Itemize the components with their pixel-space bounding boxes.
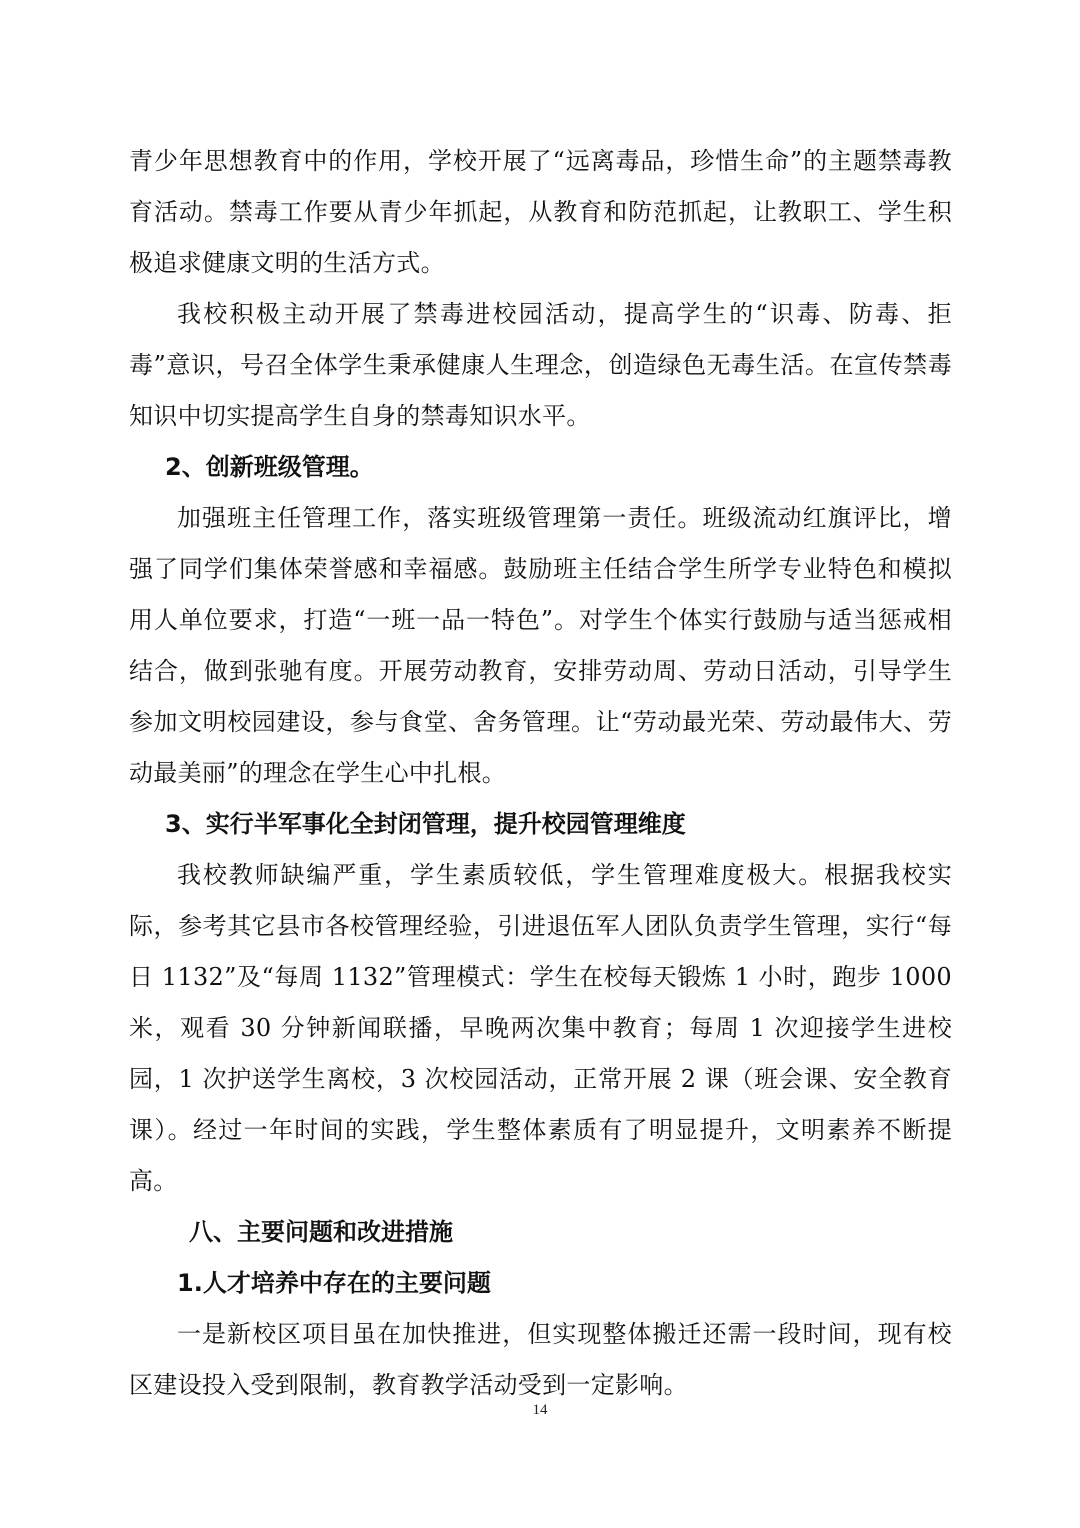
paragraph-anti-drug-campus: 我校积极主动开展了禁毒进校园活动，提高学生的“识毒、防毒、拒毒”意识，号召全体学生秉承健康人生理念，创造绿色无毒生活。在宣传禁毒知识中切实提高学生自身的禁毒知识水平。	[129, 300, 952, 430]
heading-class-management: 2、创新班级管理。	[165, 453, 374, 481]
page-number: 14	[532, 1402, 548, 1418]
heading-talent-training-problems: 1.人才培养中存在的主要问题	[177, 1269, 491, 1297]
paragraph-new-campus: 一是新校区项目虽在加快推进，但实现整体搬迁还需一段时间，现有校区建设投入受到限制，教育教学活动受到一定影响。	[129, 1320, 952, 1399]
paragraph-semi-military-management: 我校教师缺编严重，学生素质较低，学生管理难度极大。根据我校实际，参考其它县市各校管理经验，引进退伍军人团队负责学生管理，实行“每日 1132”及“每周 1132”管理模式：学生在校每天锻炼 1 小时，跑步 1000 米，观看 30 分钟新闻联播，早晚两次集中教育；每周 1 次迎接学生进校园，1 次护送学生离校，3 次校园活动，正常开展 2 课（班会课、安全教育课）。经过一年时间的实践，学生整体素质有了明显提升，文明素养不断提高。	[129, 861, 952, 1195]
paragraph-drug-education-continued: 青少年思想教育中的作用，学校开展了“远离毒品，珍惜生命”的主题禁毒教育活动。禁毒工作要从青少年抓起，从教育和防范抓起，让教职工、学生积极追求健康文明的生活方式。	[129, 147, 952, 277]
heading-problems-and-measures: 八、主要问题和改进措施	[189, 1218, 453, 1246]
paragraph-class-management: 加强班主任管理工作，落实班级管理第一责任。班级流动红旗评比，增强了同学们集体荣誉感和幸福感。鼓励班主任结合学生所学专业特色和模拟用人单位要求，打造“一班一品一特色”。对学生个体实行鼓励与适当惩戒相结合，做到张驰有度。开展劳动教育，安排劳动周、劳动日活动，引导学生参加文明校园建设，参与食堂、舍务管理。让“劳动最光荣、劳动最伟大、劳动最美丽”的理念在学生心中扎根。	[129, 504, 952, 787]
heading-semi-military-management: 3、实行半军事化全封闭管理，提升校园管理维度	[165, 810, 686, 838]
page-body	[129, 136, 952, 1411]
